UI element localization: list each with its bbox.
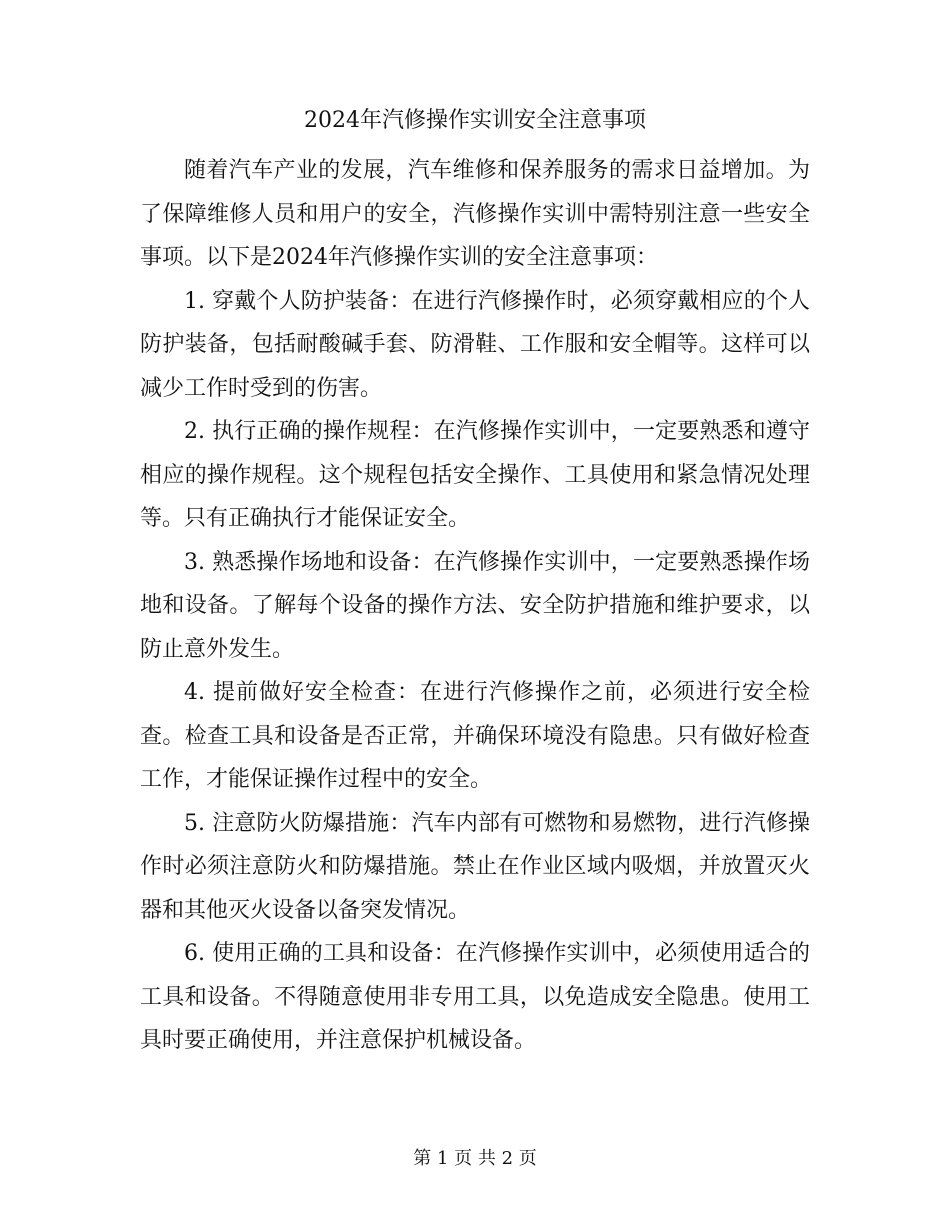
paragraph-item-2: 2. 执行正确的操作规程：在汽修操作实训中，一定要熟悉和遵守相应的操作规程。这个规程包括安全操作、工具使用和紧急情况处理等。只有正确执行才能保证安全。 (140, 419, 810, 531)
paragraph-item-6: 6. 使用正确的工具和设备：在汽修操作实训中，必须使用适合的工具和设备。不得随意使用非专用工具，以免造成安全隐患。使用工具时要正确使用，并注意保护机械设备。 (140, 941, 810, 1053)
document-title: 2024年汽修操作实训安全注意事项 (304, 108, 646, 133)
paragraph-item-5: 5. 注意防火防爆措施：汽车内部有可燃物和易燃物，进行汽修操作时必须注意防火和防爆措施。禁止在作业区域内吸烟，并放置灭火器和其他灭火设备以备突发情况。 (140, 810, 810, 923)
document-body (140, 149, 810, 1063)
page-footer: 第 1 页 共 2 页 (413, 1148, 537, 1169)
paragraph-item-4: 4. 提前做好安全检查：在进行汽修操作之前，必须进行安全检查。检查工具和设备是否正常，并确保环境没有隐患。只有做好检查工作，才能保证操作过程中的安全。 (140, 680, 810, 792)
paragraph-item-3: 3. 熟悉操作场地和设备：在汽修操作实训中，一定要熟悉操作场地和设备。了解每个设备的操作方法、安全防护措施和维护要求，以防止意外发生。 (140, 549, 810, 662)
paragraph-item-1: 1. 穿戴个人防护装备：在进行汽修操作时，必须穿戴相应的个人防护装备，包括耐酸碱手套、防滑鞋、工作服和安全帽等。这样可以减少工作时受到的伤害。 (140, 288, 810, 401)
paragraph-intro: 随着汽车产业的发展，汽车维修和保养服务的需求日益增加。为了保障维修人员和用户的安全，汽修操作实训中需特别注意一些安全事项。以下是2024年汽修操作实训的安全注意事项： (140, 158, 810, 270)
